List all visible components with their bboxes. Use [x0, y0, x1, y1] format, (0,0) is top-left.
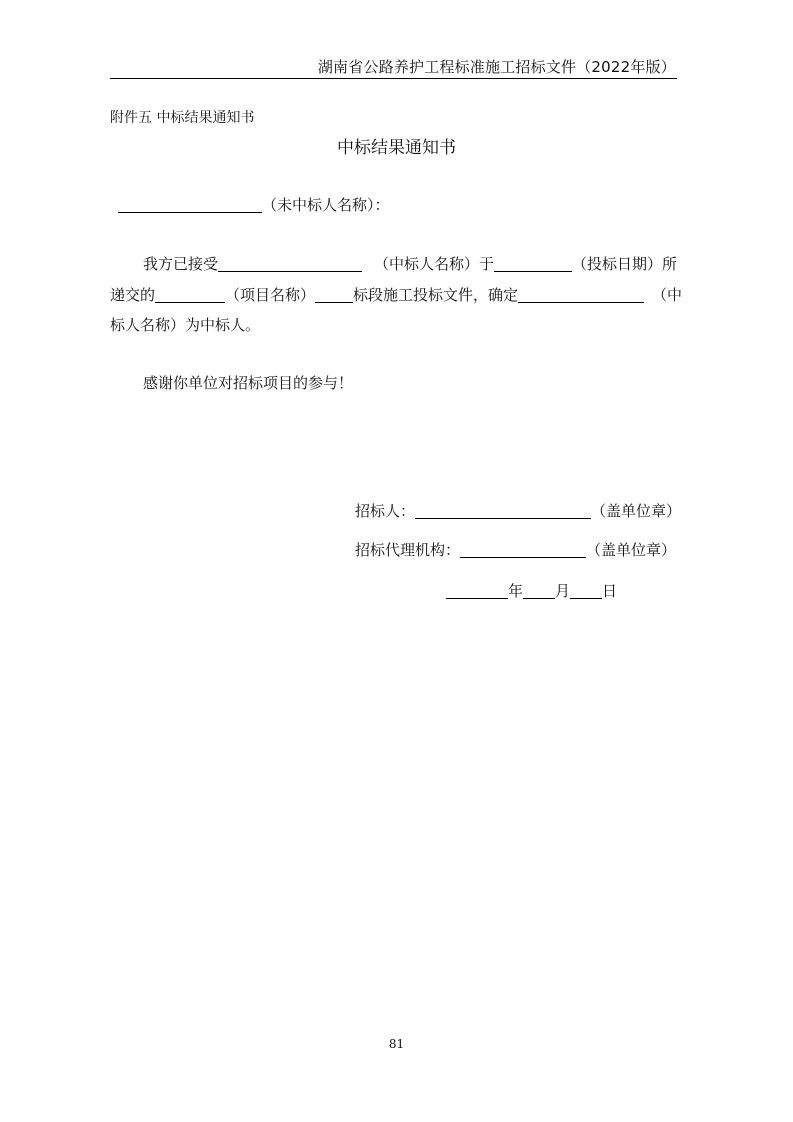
addressee-line [118, 194, 390, 215]
page-number: 81 [388, 1037, 405, 1051]
bid-date-blank [494, 255, 572, 272]
thanks-text: 感谢你单位对招标项目的参与！ [143, 374, 354, 392]
month-label: 月 [555, 582, 571, 600]
section-blank [315, 286, 353, 303]
tenderer-blank [415, 502, 591, 519]
attachment-label: 附件五 中标结果通知书 [110, 110, 255, 126]
body-text: （投标日期）所 [572, 255, 678, 273]
body-line-1 [143, 253, 677, 274]
tenderer-seal-note: （盖单位章） [591, 502, 682, 520]
body-text: （中标人名称）于 [374, 255, 495, 273]
winner-name-blank [218, 255, 362, 272]
day-blank [570, 582, 602, 599]
date-line [446, 580, 617, 601]
day-label: 日 [602, 582, 618, 600]
body-text: （项目名称） [225, 286, 316, 304]
agency-line [355, 539, 676, 560]
project-name-blank [155, 286, 225, 303]
agency-blank [460, 541, 586, 558]
document-title: 中标结果通知书 [337, 138, 456, 158]
header-rule [110, 78, 677, 79]
tenderer-label: 招标人： [355, 502, 416, 520]
body-text: 递交的 [110, 286, 156, 304]
body-text: （中 [652, 286, 683, 304]
agency-seal-note: （盖单位章） [586, 541, 677, 559]
year-label: 年 [508, 582, 524, 600]
month-blank [523, 582, 555, 599]
agency-label: 招标代理机构： [355, 541, 461, 559]
body-text: 标段施工投标文件，确定 [353, 286, 519, 304]
addressee-blank [118, 196, 262, 213]
year-blank [446, 582, 508, 599]
winner-blank [518, 286, 644, 303]
body-line-2 [110, 284, 682, 305]
tenderer-line [355, 500, 681, 521]
body-line-3: 标人名称）为中标人。 [110, 316, 261, 334]
header-title: 湖南省公路养护工程标准施工招标文件（2022年版） [317, 58, 676, 76]
addressee-suffix: （未中标人名称）： [262, 196, 390, 214]
body-text: 我方已接受 [143, 255, 219, 273]
